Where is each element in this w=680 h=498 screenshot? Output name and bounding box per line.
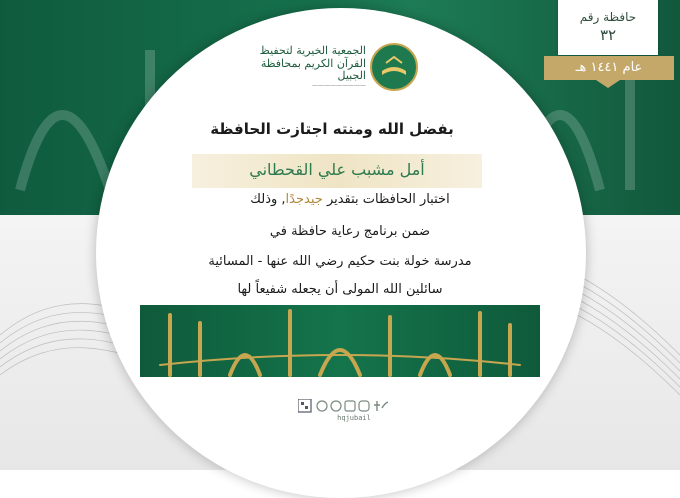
prayer-line: سائلين الله المولى أن يجعله شفيعاً لها (237, 282, 443, 297)
organization-name-text: الجمعية الخيرية لتحفيظ القرآن الكريم بمحافظة الجبيل (259, 44, 366, 83)
twitter-icon (382, 402, 388, 408)
social-handle: hqjubail (337, 414, 371, 422)
qr-code-icon (298, 399, 311, 412)
memorizer-number-badge (544, 0, 674, 88)
snapchat-icon (331, 401, 341, 411)
gold-calligraphy-icon (150, 305, 530, 377)
calligraphy-strip (140, 305, 540, 377)
whatsapp-icon (317, 401, 327, 411)
facebook-icon (374, 401, 380, 411)
exam-text-end: , وذلك (250, 192, 286, 207)
badge-ribbon-notch (596, 80, 620, 88)
school-line: مدرسة خولة بنت حكيم رضي الله عنها - المسائية (208, 254, 472, 269)
badge-title: حافظة رقم (579, 10, 637, 24)
organization-subline: ————————— (312, 81, 366, 89)
badge-year: عام ١٤٤١ هـ (544, 56, 674, 80)
program-line: ضمن برنامج رعاية حافظة في (269, 224, 431, 239)
instagram-icon (359, 401, 369, 411)
social-icons-row (298, 398, 388, 412)
youtube-icon (345, 401, 355, 411)
organization-logo (240, 43, 415, 88)
organization-name (240, 45, 366, 90)
certificate-intro: بفضل الله ومنته اجتازت الحافظة (210, 120, 454, 138)
student-name: أمل مشبب علي القحطاني (249, 160, 425, 179)
quran-book-icon (370, 43, 418, 91)
grade-text: جيدجدًا (285, 192, 323, 207)
exam-text: اختبار الحافظات بتقدير (322, 192, 450, 207)
badge-number: ٣٢ (599, 26, 617, 44)
exam-result-line (190, 192, 510, 207)
badge-card (558, 0, 658, 55)
